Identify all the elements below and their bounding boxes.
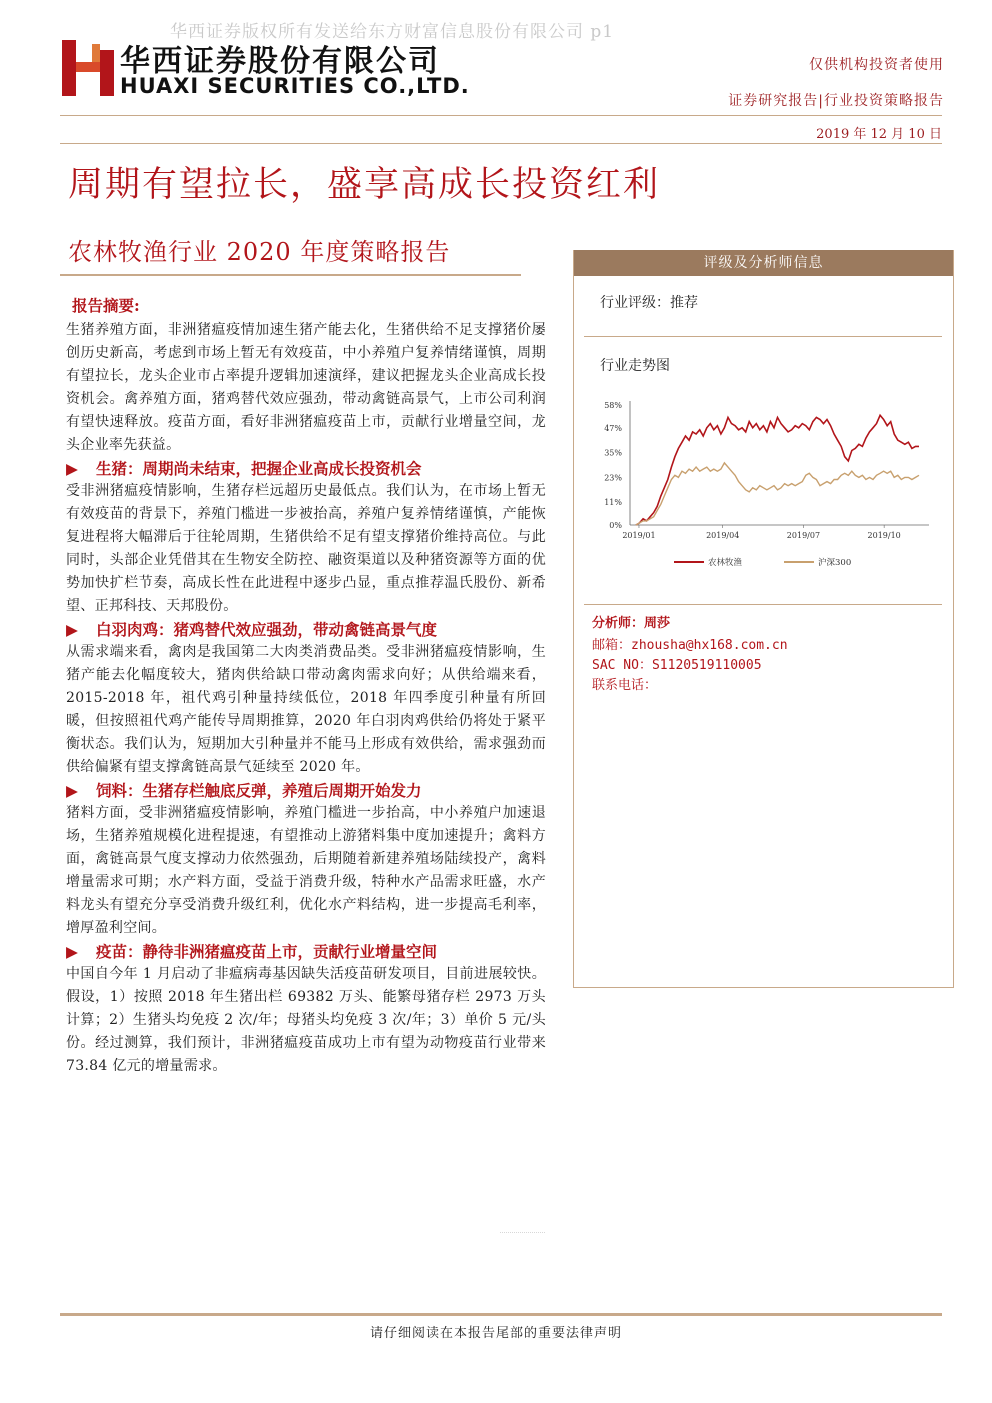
panel-title: 评级及分析师信息 bbox=[574, 250, 953, 276]
series-line-0 bbox=[636, 415, 919, 525]
analyst-sac-number: SAC NO：S1120519110005 bbox=[592, 658, 762, 673]
series-line-1 bbox=[636, 463, 919, 525]
legend-label: 农林牧渔 bbox=[708, 558, 743, 568]
panel-divider bbox=[584, 336, 942, 337]
page-subtitle: 农林牧渔行业 2020 年度策略报告 bbox=[68, 238, 451, 266]
footer-divider bbox=[60, 1313, 942, 1316]
audience-note: 仅供机构投资者使用 bbox=[809, 57, 944, 73]
industry-trend-chart bbox=[584, 390, 944, 580]
analyst-info-panel bbox=[573, 250, 954, 988]
x-tick-label: 2019/04 bbox=[706, 531, 740, 540]
trend-chart-title: 行业走势图 bbox=[600, 358, 670, 374]
legend-label: 沪深300 bbox=[818, 558, 852, 568]
y-tick-label: 35% bbox=[604, 448, 622, 458]
section-text-vaccine: 中国自今年 1 月启动了非瘟病毒基因缺失活疫苗研发项目，目前进展较快。假设，1）按照 2018 年生猪出栏 69382 万头、能繁母猪存栏 2973 万头计算；2）生猪头均免疫 2 次/年；母猪头均免疫 3 次/年；3）单价 5 元/头份。经过测算，我们预计，非洲猪瘟疫苗成功上市有望为动物疫苗行业带来 73.84 亿元的增量需求。 bbox=[66, 966, 546, 1074]
section-text-hog: 受非洲猪瘟疫情影响，生猪存栏远超历史最低点。我们认为，在市场上暂无有效疫苗的背景下，养殖门槛进一步被抬高，养殖户复养情绪谨慎，产能恢复进程将大幅滞后于往轮周期，生猪供给不足有望支撑猪价维持高位。与此同时，头部企业凭借其在生物安全防控、融资渠道以及种猪资源等方面的优势加快扩栏节奏，高成长性在此进程中逐步凸显，重点推荐温氏股份、新希望、正邦科技、天邦股份。 bbox=[66, 483, 546, 614]
arrow-right-icon: ▶ bbox=[66, 620, 78, 639]
analyst-phone: 联系电话： bbox=[592, 678, 658, 693]
report-date: 2019 年 12 月 10 日 bbox=[816, 127, 942, 142]
section-heading-vaccine: ▶ 疫苗：静待非洲猪瘟疫苗上市，贡献行业增量空间 bbox=[66, 942, 438, 961]
subtitle-divider bbox=[60, 274, 521, 276]
x-tick-label: 2019/07 bbox=[786, 531, 821, 540]
decorative-dots bbox=[500, 1232, 545, 1233]
arrow-right-icon: ▶ bbox=[66, 459, 78, 478]
legal-notice: 请仔细阅读在本报告尾部的重要法律声明 bbox=[369, 1326, 622, 1341]
panel-divider bbox=[584, 604, 942, 605]
watermark: 华西证券版权所有发送给东方财富信息股份有限公司 p1 bbox=[170, 22, 615, 42]
y-tick-label: 11% bbox=[604, 498, 622, 508]
y-tick-label: 23% bbox=[604, 473, 622, 483]
header-divider bbox=[60, 115, 942, 116]
section-text-broiler: 从需求端来看，禽肉是我国第二大肉类消费品类。受非洲猪瘟疫情影响，生猪产能去化幅度较大，猪肉供给缺口带动禽肉需求向好；从供给端来看，2015-2018 年，祖代鸡引种量持续低位，2018 年四季度引种量有所回暖，但按照祖代鸡产能传导周期推算，2020 年白羽肉鸡供给仍将处于紧平衡状态。我们认为，短期加大引种量并不能马上形成有效供给，需求强劲而供给偏紧有望支撑禽链高景气延续至 2020 年。 bbox=[66, 644, 546, 775]
x-tick-label: 2019/01 bbox=[622, 531, 656, 540]
section-heading-broiler: ▶ 白羽肉鸡：猪鸡替代效应强劲，带动禽链高景气度 bbox=[66, 620, 438, 639]
section-text-feed: 猪料方面，受非洲猪瘟疫情影响，养殖门槛进一步抬高，中小养殖户加速退场，生猪养殖规模化进程提速，有望推动上游猪料集中度加速提升；禽料方面，禽链高景气度支撑动力依然强劲，后期随着新建养殖场陆续投产，禽料增量需求可期；水产料方面，受益于消费升级，特种水产品需求旺盛，水产料龙头有望充分享受消费升级红利，优化水产料结构，进一步提高毛利率，增厚盈利空间。 bbox=[66, 805, 546, 936]
analyst-email[interactable]: 邮箱：zhousha@hx168.com.cn bbox=[592, 638, 788, 653]
section-heading-feed: ▶ 饲料：生猪存栏触底反弹，养殖后周期开始发力 bbox=[66, 781, 422, 800]
y-tick-label: 47% bbox=[604, 423, 622, 433]
arrow-right-icon: ▶ bbox=[66, 781, 78, 800]
company-name-en: HUAXI SECURITIES CO.,LTD. bbox=[120, 74, 470, 98]
report-body bbox=[66, 294, 546, 1078]
header-divider bbox=[60, 143, 942, 144]
x-tick-label: 2019/10 bbox=[867, 531, 901, 540]
arrow-right-icon: ▶ bbox=[66, 942, 78, 961]
summary-heading: 报告摘要: bbox=[72, 296, 140, 315]
summary-text: 生猪养殖方面，非洲猪瘟疫情加速生猪产能去化，生猪供给不足支撑猪价屡创历史新高，考虑到市场上暂无有效疫苗，中小养殖户复养情绪谨慎，周期有望拉长，龙头企业市占率提升逻辑加速演绎，建议把握龙头企业高成长投资机会。禽养殖方面，猪鸡替代效应强劲，带动禽链高景气，上市公司利润有望快速释放。疫苗方面，看好非洲猪瘟疫苗上市，贡献行业增量空间，龙头企业率先获益。 bbox=[66, 322, 546, 453]
section-heading-hog: ▶ 生猪：周期尚未结束，把握企业高成长投资机会 bbox=[66, 459, 422, 478]
y-tick-label: 0% bbox=[609, 521, 622, 530]
page-title: 周期有望拉长，盛享高成长投资红利 bbox=[68, 165, 661, 205]
y-tick-label: 58% bbox=[604, 401, 622, 410]
industry-rating: 行业评级：推荐 bbox=[600, 295, 698, 311]
analyst-name: 分析师：周莎 bbox=[592, 616, 671, 631]
report-type: 证券研究报告|行业投资策略报告 bbox=[728, 93, 944, 109]
company-logo-icon bbox=[62, 40, 114, 96]
company-name-cn: 华西证券股份有限公司 bbox=[120, 44, 440, 79]
